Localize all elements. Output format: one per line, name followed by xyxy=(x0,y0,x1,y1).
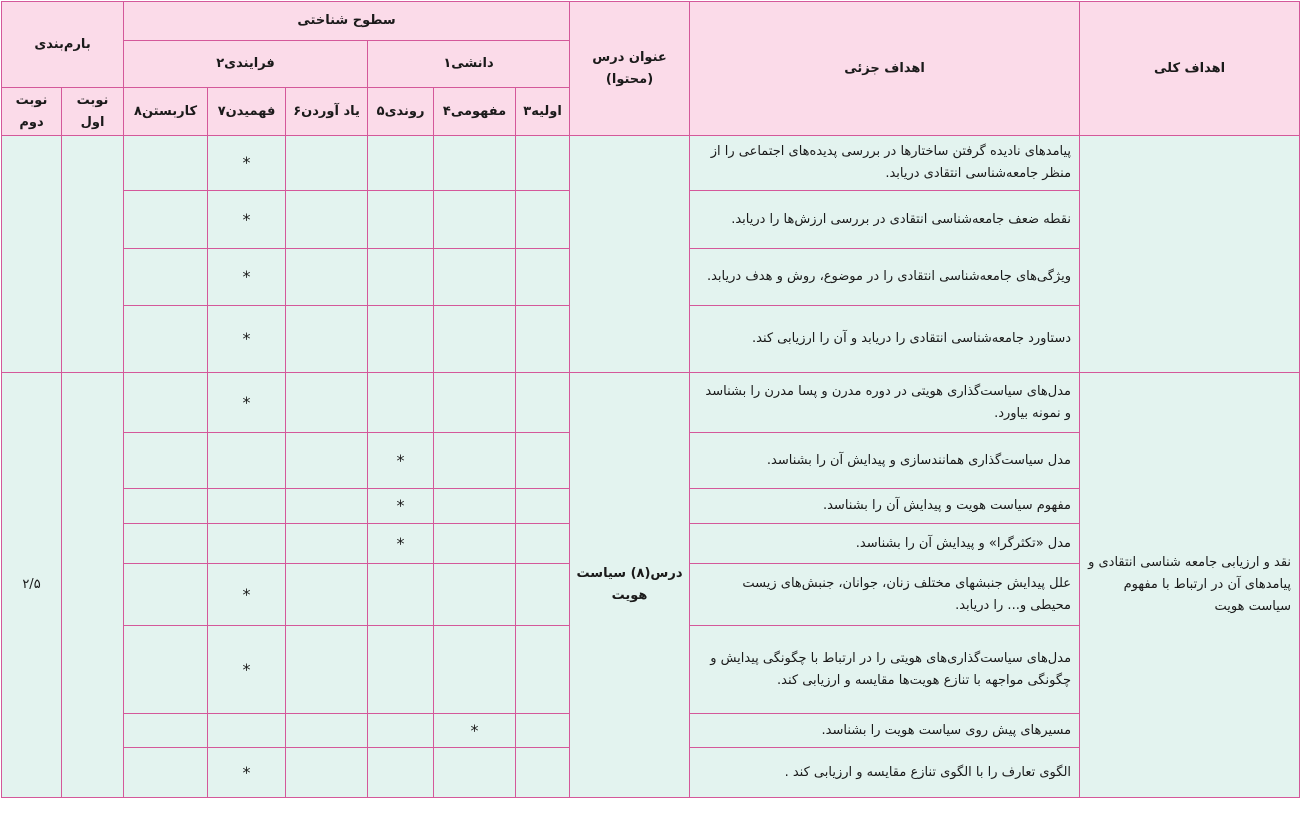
level-primary-cell xyxy=(516,626,570,714)
level-conceptual-cell xyxy=(434,191,516,249)
partial-goal-cell: مدل «تکثرگرا» و پیدایش آن را بشناسد. xyxy=(690,524,1080,564)
header-apply: کاربستن۸ xyxy=(124,88,208,136)
header-second-term: نوبت دوم xyxy=(2,88,62,136)
level-mark: * xyxy=(242,584,251,604)
level-understand-cell xyxy=(208,306,286,373)
header-understand: فهمیدن۷ xyxy=(208,88,286,136)
header-scoring: بارم‌بندی xyxy=(2,2,124,88)
level-primary-cell xyxy=(516,433,570,489)
table-row xyxy=(2,136,1300,191)
partial-goal-cell: مدل‌های سیاست‌گذاری‌های هویتی را در ارتباط با چگونگی پیدایش و چگونگی مواجهه با تنازع هویت‌ها مقایسه و ارزیابی کند. xyxy=(690,626,1080,714)
level-apply-cell xyxy=(124,714,208,748)
level-understand-cell xyxy=(208,136,286,191)
level-mark: * xyxy=(242,329,251,348)
score-second-term-cell xyxy=(2,136,62,373)
level-procedural-cell xyxy=(368,191,434,249)
level-procedural-cell xyxy=(368,373,434,433)
level-apply-cell xyxy=(124,489,208,524)
level-mark: * xyxy=(396,533,405,553)
level-conceptual-cell xyxy=(434,714,516,748)
level-conceptual-cell xyxy=(434,373,516,433)
partial-goal-cell: ویژگی‌های جامعه‌شناسی انتقادی را در موضوع، روش و هدف دریابد. xyxy=(690,249,1080,306)
level-apply-cell xyxy=(124,564,208,626)
level-primary-cell xyxy=(516,748,570,798)
level-recall-cell xyxy=(286,626,368,714)
level-mark: * xyxy=(470,720,479,740)
level-procedural-cell xyxy=(368,306,434,373)
level-procedural-cell xyxy=(368,489,434,524)
partial-goal-cell: علل پیدایش جنبشهای مختلف زنان، جوانان، جنبش‌های زیست محیطی و... را دریابد. xyxy=(690,564,1080,626)
score-first-term-cell xyxy=(62,136,124,373)
level-apply-cell xyxy=(124,191,208,249)
header-cognitive-levels: سطوح شناختی xyxy=(124,2,570,41)
level-understand-cell xyxy=(208,433,286,489)
level-procedural-cell xyxy=(368,524,434,564)
level-apply-cell xyxy=(124,373,208,433)
level-understand-cell xyxy=(208,748,286,798)
level-recall-cell xyxy=(286,714,368,748)
header-process: فرایندی۲ xyxy=(124,41,368,88)
level-mark: * xyxy=(242,267,251,286)
level-procedural-cell xyxy=(368,626,434,714)
level-recall-cell xyxy=(286,249,368,306)
score-second-term-cell: ۲/۵ xyxy=(2,373,62,798)
level-mark: * xyxy=(396,450,405,470)
level-understand-cell xyxy=(208,564,286,626)
level-conceptual-cell xyxy=(434,249,516,306)
level-procedural-cell xyxy=(368,748,434,798)
header-primary: اولیه۳ xyxy=(516,88,570,136)
cognitive-objectives-table xyxy=(1,1,1300,798)
level-recall-cell xyxy=(286,748,368,798)
partial-goal-cell: دستاورد جامعه‌شناسی انتقادی را دریابد و آن را ارزیابی کند. xyxy=(690,306,1080,373)
level-primary-cell xyxy=(516,564,570,626)
level-recall-cell xyxy=(286,433,368,489)
header-knowledge: دانشی۱ xyxy=(368,41,570,88)
level-conceptual-cell xyxy=(434,626,516,714)
partial-goal-cell: مدل‌های سیاست‌گذاری هویتی در دوره مدرن و پسا مدرن را بشناسد و نمونه بیاورد. xyxy=(690,373,1080,433)
level-understand-cell xyxy=(208,191,286,249)
level-recall-cell xyxy=(286,524,368,564)
level-primary-cell xyxy=(516,714,570,748)
level-recall-cell xyxy=(286,373,368,433)
level-apply-cell xyxy=(124,433,208,489)
partial-goal-cell: نقطه ضعف جامعه‌شناسی انتقادی در بررسی ارزش‌ها را دریابد. xyxy=(690,191,1080,249)
level-procedural-cell xyxy=(368,714,434,748)
level-apply-cell xyxy=(124,524,208,564)
level-recall-cell xyxy=(286,191,368,249)
table-body xyxy=(2,136,1300,798)
level-apply-cell xyxy=(124,136,208,191)
level-mark: * xyxy=(242,392,251,412)
level-procedural-cell xyxy=(368,433,434,489)
header-procedural: روندی۵ xyxy=(368,88,434,136)
level-procedural-cell xyxy=(368,249,434,306)
level-primary-cell xyxy=(516,306,570,373)
level-conceptual-cell xyxy=(434,564,516,626)
partial-goal-cell: مفهوم سیاست هویت و پیدایش آن را بشناسد. xyxy=(690,489,1080,524)
level-mark: * xyxy=(242,659,251,679)
header-partial-goals: اهداف جزئی xyxy=(690,2,1080,136)
level-apply-cell xyxy=(124,249,208,306)
partial-goal-cell: الگوی تعارف را با الگوی تنازع مقایسه و ارزیابی کند . xyxy=(690,748,1080,798)
level-recall-cell xyxy=(286,564,368,626)
level-mark: * xyxy=(242,209,251,229)
level-understand-cell xyxy=(208,373,286,433)
partial-goal-cell: پیامدهای نادیده گرفتن ساختارها در بررسی پدیده‌های اجتماعی را از منظر جامعه‌شناسی انتقادی دریابد. xyxy=(690,136,1080,191)
level-mark: * xyxy=(242,153,251,172)
partial-goal-cell: مسیرهای پیش روی سیاست هویت را بشناسد. xyxy=(690,714,1080,748)
level-procedural-cell xyxy=(368,564,434,626)
level-conceptual-cell xyxy=(434,433,516,489)
level-recall-cell xyxy=(286,306,368,373)
level-primary-cell xyxy=(516,373,570,433)
level-conceptual-cell xyxy=(434,524,516,564)
level-understand-cell xyxy=(208,714,286,748)
level-conceptual-cell xyxy=(434,489,516,524)
general-goal-cell xyxy=(1080,136,1300,373)
level-apply-cell xyxy=(124,626,208,714)
header-lesson-title: عنوان درس (محتوا) xyxy=(570,2,690,136)
level-primary-cell xyxy=(516,524,570,564)
lesson-title-cell: درس(۸) سیاست هویت xyxy=(570,373,690,798)
partial-goal-cell: مدل سیاست‌گذاری همانندسازی و پیدایش آن را بشناسد. xyxy=(690,433,1080,489)
level-apply-cell xyxy=(124,748,208,798)
level-conceptual-cell xyxy=(434,306,516,373)
level-understand-cell xyxy=(208,626,286,714)
lesson-title-cell xyxy=(570,136,690,373)
table-row xyxy=(2,373,1300,433)
level-understand-cell xyxy=(208,249,286,306)
level-understand-cell xyxy=(208,489,286,524)
header-conceptual: مفهومی۴ xyxy=(434,88,516,136)
level-recall-cell xyxy=(286,489,368,524)
level-primary-cell xyxy=(516,489,570,524)
level-understand-cell xyxy=(208,524,286,564)
general-goal-cell: نقد و ارزیابی جامعه شناسی انتقادی و پیامدهای آن در ارتباط با مفهوم سیاست هویت xyxy=(1080,373,1300,798)
level-primary-cell xyxy=(516,249,570,306)
level-conceptual-cell xyxy=(434,748,516,798)
level-mark: * xyxy=(242,762,251,782)
level-conceptual-cell xyxy=(434,136,516,191)
level-recall-cell xyxy=(286,136,368,191)
header-general-goals: اهداف کلی xyxy=(1080,2,1300,136)
level-apply-cell xyxy=(124,306,208,373)
level-primary-cell xyxy=(516,136,570,191)
header-recall: یاد آوردن۶ xyxy=(286,88,368,136)
header-first-term: نوبت اول xyxy=(62,88,124,136)
level-procedural-cell xyxy=(368,136,434,191)
level-primary-cell xyxy=(516,191,570,249)
score-first-term-cell xyxy=(62,373,124,798)
level-mark: * xyxy=(396,496,405,515)
